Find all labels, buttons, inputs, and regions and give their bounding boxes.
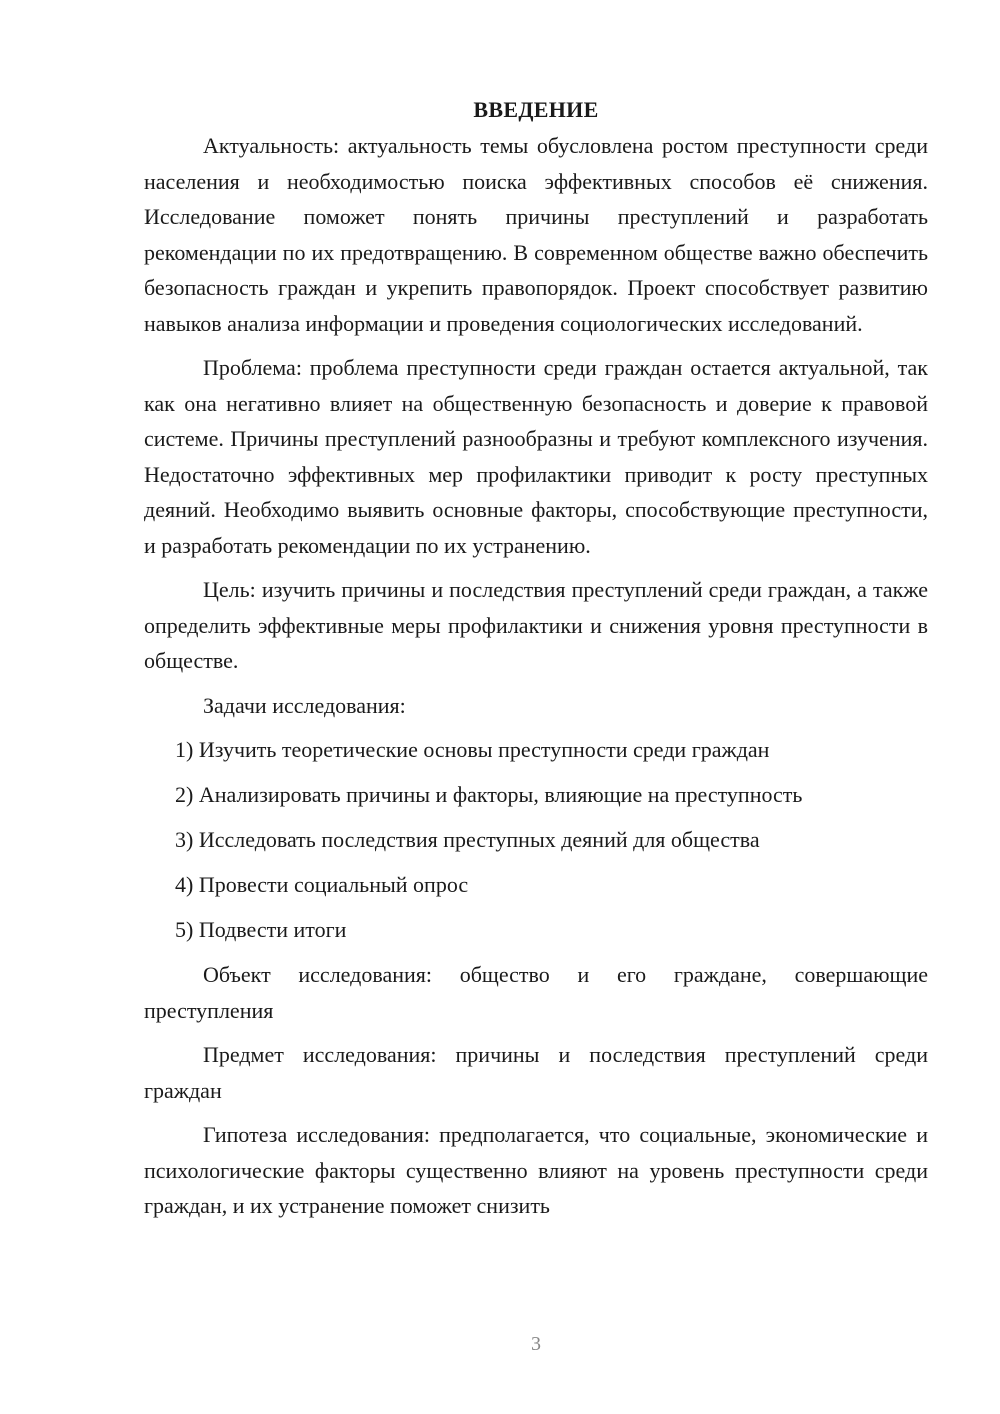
paragraph-relevance: Актуальность: актуальность темы обусловлена ростом преступности среди населения и необходимостью поиска эффективных способов её снижения. Исследование поможет понять причины преступлений и разработать рекомендации по их предотвращению. В современном обществе важно обеспечить безопасность граждан и укрепить правопорядок. Проект способствует развитию навыков анализа информации и проведения социологических исследований. [144,133,928,336]
tasks-list [144,732,928,948]
task-item-4: 4) Провести социальный опрос [175,872,469,897]
tasks-heading: Задачи исследования: [203,692,406,718]
task-item-1: 1) Изучить теоретические основы преступности среди граждан [175,737,770,762]
task-item-3: 3) Исследовать последствия преступных деяний для общества [175,827,760,852]
paragraph-subject: Предмет исследования: причины и последствия преступлений среди граждан [144,1042,928,1103]
paragraph-goal: Цель: изучить причины и последствия преступлений среди граждан, а также определить эффективные меры профилактики и снижения уровня преступности в обществе. [144,577,928,673]
task-item-5: 5) Подвести итоги [175,917,347,942]
page-number: 3 [531,1333,541,1355]
paragraph-problem: Проблема: проблема преступности среди граждан остается актуальной, так как она негативно влияет на общественную безопасность и доверие к правовой системе. Причины преступлений разнообразны и требуют комплексного изучения. Недостаточно эффективных мер профилактики приводит к росту преступных деяний. Необходимо выявить основные факторы, способствующие преступности, и разработать рекомендации по их устранению. [144,355,928,558]
paragraph-object: Объект исследования: общество и его граждане, совершающие преступления [144,962,928,1023]
task-item-2: 2) Анализировать причины и факторы, влияющие на преступность [175,782,803,807]
section-title: ВВЕДЕНИЕ [473,97,599,122]
document-page [144,92,928,1233]
paragraph-hypothesis: Гипотеза исследования: предполагается, что социальные, экономические и психологические факторы существенно влияют на уровень преступности среди граждан, и их устранение поможет снизить [144,1122,928,1218]
